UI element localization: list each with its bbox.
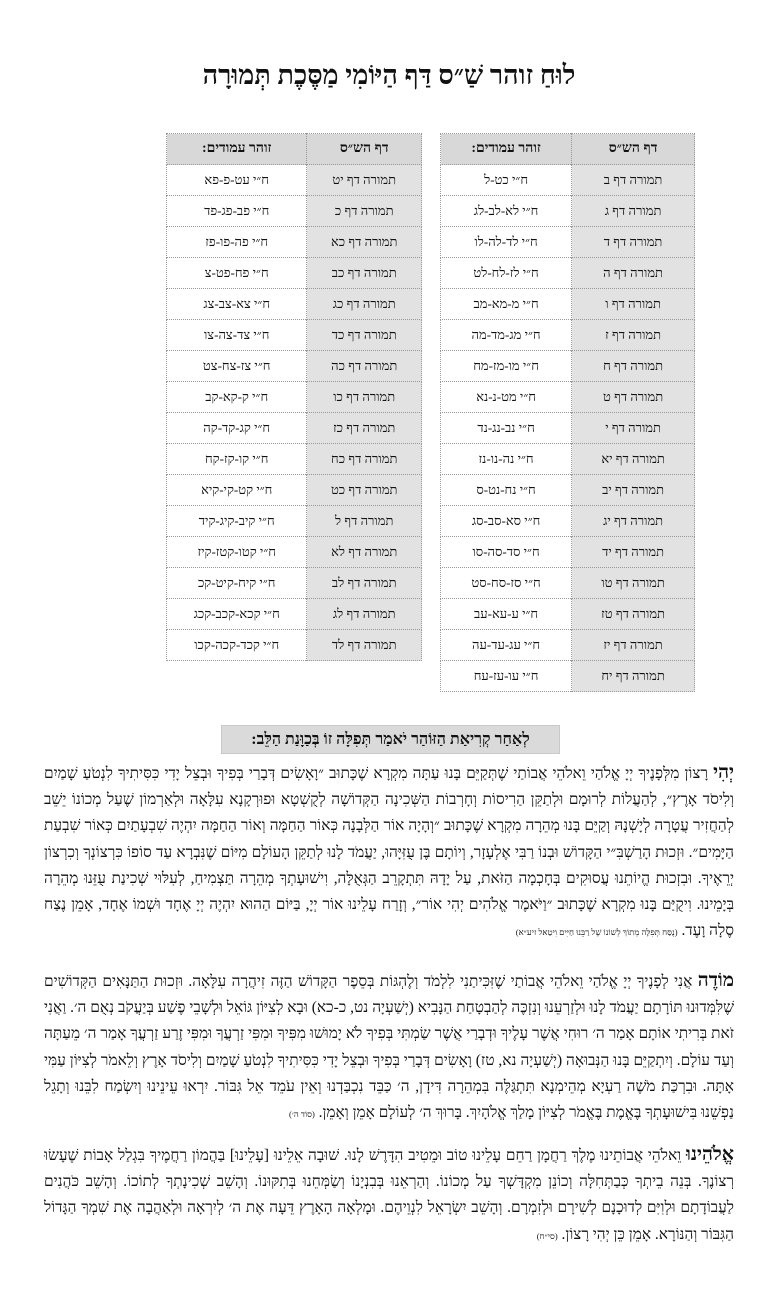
page-title: לוּחַ זוהר שַׁ״ס דַּף הַיּוֹמִי מַסֶּכֶת תְּמוּרָה bbox=[202, 60, 576, 90]
zohar-pages-cell: ח״י לז-לח-לט bbox=[441, 258, 572, 289]
zohar-pages-cell: ח״י ק-קא-קב bbox=[167, 382, 307, 413]
table-header-row bbox=[167, 134, 422, 165]
paragraph-opening-word: אֱלֹהֵינוּ bbox=[685, 1144, 734, 1165]
paragraph-opening-word: יְהִי bbox=[713, 762, 734, 783]
zohar-pages-cell: ח״י עג-עד-עה bbox=[441, 630, 572, 661]
zohar-pages-cell: ח״י פח-פט-צ bbox=[167, 258, 307, 289]
zohar-pages-cell: ח״י מ-מא-מב bbox=[441, 289, 572, 320]
daf-cell: תמורה דף כד bbox=[307, 320, 422, 351]
paragraph-source: (נֻסַּח תְּפִלָּה מְתוֹךְ לְשׁוֹנוֹ שֶׁל רַבֵּנוּ חַיִּים וִיטַאל זיע״א) bbox=[515, 927, 678, 938]
table-row bbox=[441, 568, 695, 599]
zohar-pages-cell: ח״י מו-מז-מח bbox=[441, 351, 572, 382]
table-row bbox=[441, 320, 695, 351]
zohar-pages-cell: ח״י קג-קד-קה bbox=[167, 413, 307, 444]
table-row bbox=[167, 599, 422, 630]
table-row bbox=[441, 630, 695, 661]
daf-cell: תמורה דף יד bbox=[572, 537, 695, 568]
daf-cell: תמורה דף לד bbox=[307, 630, 422, 661]
daf-cell: תמורה דף לא bbox=[307, 537, 422, 568]
zohar-pages-cell: ח״י סד-סה-סו bbox=[441, 537, 572, 568]
header-daf: דף הש״ס bbox=[572, 134, 695, 165]
table-row bbox=[167, 165, 422, 196]
paragraph-text: רָצוֹן מִלְּפָנֶיךָ יְיָ אֱלֹהַי וֵאלֹהֵי אֲבוֹתַי שֶׁתְּקַיֵּם בָּנוּ עַתָּה מִקְרָא שֶׁכָּתוּב ״וָאָשִׂים דְּבָרַי בְּפִיךָ וּבְצֵל יָדִי כִּסִּיתִיךָ לִנְטֹעַ שָׁמַיִם וְלִיסֹד אָרֶץ״, לְהַעֲלוֹת לְרוּמָם וּלְתַקֵּן הַרִיסוֹת וְחָרְבוֹת הַשְּׁכִינָה הַקְּדוֹשָׁה לְקֻשְׁטָא וּפוּרְקָנָא עִלָּאָה וּלְאַרְמוֹן שֶׁעַל מְכוֹנוֹ יֵשֵׁב לְהַחֲזִיר עֲטָרָה לְיָשְׁנָהּ וְקַיֵּם בָּנוּ מְהֵרָה מִקְרָא שֶׁכָּתוּב ״וְהָיָה אוֹר הַלְּבָנָה כְּאוֹר הַחַמָּה וְאוֹר הַחַמָּה יִהְיֶה שִׁבְעָתַיִם כְּאוֹר שִׁבְעַת הַיָּמִים״. וּזְכוּת הָרַשְׁבִּ״י הַקָּדוֹשׁ וּבְנוֹ רַבִּי אֶלְעָזָר, וְיוֹתָם בֶּן עֻזִּיָּהוּ, יַעֲמֹד לָנוּ לְתַקֵּן הָעוֹלָם מִיּוֹם שֶׁנִּבְרָא עַד סוֹפוֹ כִּרְצוֹנְךָ וְכִרְצוֹן יְרֵאֶיךָ. וּבִזְכוּת הֱיוֹתֵנוּ עֲסוּקִים בְּחָכְמָה הַזֹּאת, עַל יָדָהּ תִּתְקָרֵב הַגְּאֻלָּה, וִישׁוּעָתְךָ מְהֵרָה תַּצְמִיחַ, לְעִלּוּי שְׁכִינַת עֻזֵּנוּ מְהֵרָה בְּיָמֵינוּ. וִיקֻיַּם בָּנוּ מִקְרָא שֶׁכָּתוּב ״וַיֹּאמֶר אֱלֹהִים יְהִי אוֹר״, וְזָרַח עָלֵינוּ אוֹר יְיָ, בַּיּוֹם הַהוּא יִהְיֶה יְיָ אֶחָד וּשְׁמוֹ אֶחָד, אָמֵן נֶצַח סֶלָה וָעֶד. bbox=[44, 765, 734, 940]
daf-cell: תמורה דף כו bbox=[307, 382, 422, 413]
prayer-paragraph-3 bbox=[44, 1142, 734, 1249]
daf-cell: תמורה דף ד bbox=[572, 227, 695, 258]
prayer-heading: לְאַחַר קְרִיאַת הַזּוֹהַר יֹאמַר תְּפִלָּה זוֹ בְּכַוָּנַת הַלֵּב: bbox=[221, 725, 560, 754]
daf-cell: תמורה דף ג bbox=[572, 196, 695, 227]
daf-cell: תמורה דף טז bbox=[572, 599, 695, 630]
paragraph-text: אֲנִי לְפָנֶיךָ יְיָ אֱלֹהַי וֵאלֹהֵי אֲבוֹתַי שֶׁזִּכִּיתַנִי לִלְמֹד וְלֶהְגּוֹת בְּסֵפֶר הַקָּדוֹשׁ הַזֶּה זִיהֲרָה עִלָּאָה. וּזְכוּת הַתַּנָּאִים הַקְּדוֹשִׁים שֶׁלִּמְּדוּנוּ תּוֹרָתָם יַעֲמֹד לָנוּ וּלְזַרְעֵנוּ וְנִזְכֶּה לְהַבְטָחַת הַנָּבִיא (יְשַׁעְיָה נט, כ-כא) וּבָא לְצִיּוֹן גּוֹאֵל וּלְשָׁבֵי פֶשַׁע בְּיַעֲקֹב נְאֻם ה׳. וַאֲנִי זֹאת בְּרִיתִי אוֹתָם אָמַר ה׳ רוּחִי אֲשֶׁר עָלֶיךָ וּדְבָרַי אֲשֶׁר שַׂמְתִּי בְּפִיךָ לֹא יָמוּשׁוּ מִפִּיךָ וּמִפִּי זַרְעֲךָ וּמִפִּי זֶרַע זַרְעֲךָ אָמַר ה׳ מֵעַתָּה וְעַד עוֹלָם. וְיִתְקַיֵּם בָּנוּ הַנְּבוּאָה (יְשַׁעְיָה נא, טז) וָאָשִׂים דְּבָרַי בְּפִיךָ וּבְצֵל יָדִי כִּסִּיתִיךָ לִנְטֹעַ שָׁמַיִם וְלִיסֹד אָרֶץ וְלֵאמֹר לְצִיּוֹן עַמִּי אָתָּה. וּבִרְכַּת מֹשֶׁה רַעְיָא מְהֵימְנָא תִּתְגַּלֶּה בִּמְהֵרָה דִּידָן, ה׳ כַּבֵּד נִכְבַּדְנוּ וְאֵין עֹמֵד אֵל גִּבּוֹר. יִרְאוּ עֵינֵינוּ וְיִשְׂמַח לִבֵּנוּ וְתָגֵל נַפְשֵׁנוּ בִּישׁוּעָתְךָ בֶּאֱמֶת בֶּאֱמֹר לְצִיּוֹן מָלַךְ אֱלֹהָיִךְ. בָּרוּךְ ה׳ לְעוֹלָם אָמֵן וְאָמֵן. bbox=[44, 973, 734, 1122]
table-row bbox=[441, 351, 695, 382]
zohar-pages-cell: ח״י קטו-קטז-קיז bbox=[167, 537, 307, 568]
zohar-pages-cell: ח״י קו-קז-קח bbox=[167, 444, 307, 475]
zohar-pages-cell: ח״י ע-עא-עב bbox=[441, 599, 572, 630]
zohar-pages-cell: ח״י קיב-קיג-קיד bbox=[167, 506, 307, 537]
zohar-pages-cell: ח״י צז-צח-צט bbox=[167, 351, 307, 382]
daf-cell: תמורה דף ח bbox=[572, 351, 695, 382]
daf-cell: תמורה דף כז bbox=[307, 413, 422, 444]
daf-cell: תמורה דף כט bbox=[307, 475, 422, 506]
table-row bbox=[167, 444, 422, 475]
paragraph-source: (סוֹד ה׳) bbox=[289, 1109, 315, 1120]
table-row bbox=[167, 227, 422, 258]
zohar-pages-cell: ח״י קכד-קכה-קכו bbox=[167, 630, 307, 661]
zohar-pages-cell: ח״י נח-נט-ס bbox=[441, 475, 572, 506]
table-row bbox=[441, 258, 695, 289]
daf-cell: תמורה דף ט bbox=[572, 382, 695, 413]
zohar-pages-cell: ח״י עו-עז-עח bbox=[441, 661, 572, 692]
table-row bbox=[167, 289, 422, 320]
daf-cell: תמורה דף ל bbox=[307, 506, 422, 537]
prayer-paragraph-2 bbox=[44, 968, 734, 1127]
daf-cell: תמורה דף יז bbox=[572, 630, 695, 661]
daf-cell: תמורה דף כב bbox=[307, 258, 422, 289]
zohar-pages-cell: ח״י קכא-קכב-קכג bbox=[167, 599, 307, 630]
daf-cell: תמורה דף ה bbox=[572, 258, 695, 289]
paragraph-opening-word: מוֹדֶה bbox=[697, 970, 734, 991]
daf-schedule-table-right bbox=[440, 133, 695, 692]
header-zohar: זוהר עמודים: bbox=[441, 134, 572, 165]
daf-cell: תמורה דף ו bbox=[572, 289, 695, 320]
zohar-pages-cell: ח״י נב-נג-נד bbox=[441, 413, 572, 444]
table-row bbox=[167, 413, 422, 444]
table-row bbox=[167, 258, 422, 289]
zohar-pages-cell: ח״י צא-צב-צג bbox=[167, 289, 307, 320]
header-zohar: זוהר עמודים: bbox=[167, 134, 307, 165]
paragraph-text: וֵאלֹהֵי אֲבוֹתֵינוּ מֶלֶךְ רַחֲמָן רַחֵם עָלֵינוּ טוֹב וּמֵטִיב הִדָּרֶשׁ לָנוּ. שׁוּבָה אֵלֵינוּ [עָלֵינוּ] בַּהֲמוֹן רַחֲמֶיךָ בִּגְלַל אָבוֹת שֶׁעָשׂוּ רְצוֹנֶךָ. בְּנֵה בֵיתְךָ כְּבַתְּחִלָּה וְכוֹנֵן מִקְדָּשְׁךָ עַל מְכוֹנוֹ. וְהַרְאֵנוּ בְּבִנְיָנוֹ וְשַׂמְּחֵנוּ בְּתִקּוּנוֹ. וְהָשֵׁב שְׁכִינָתְךָ לְתוֹכוֹ. וְהָשֵׁב כֹּהֲנִים לַעֲבוֹדָתָם וּלְוִיִּם לְדוּכָנָם לְשִׁירָם וּלְזִמְרָם. וְהָשֵׁב יִשְׂרָאֵל לִנְוֵיהֶם. וּמָלְאָה הָאָרֶץ דֵּעָה אֶת ה׳ לְיִרְאָה וּלְאַהֲבָה אֶת שִׁמְךָ הַגָּדוֹל הַגִּבּוֹר וְהַנּוֹרָא. אָמֵן כֵּן יְהִי רָצוֹן. bbox=[44, 1147, 734, 1243]
daf-cell: תמורה דף יא bbox=[572, 444, 695, 475]
daf-cell: תמורה דף ב bbox=[572, 165, 695, 196]
paragraph-source: (סי״ח) bbox=[536, 1230, 558, 1241]
zohar-pages-cell: ח״י פב-פג-פד bbox=[167, 196, 307, 227]
zohar-pages-cell: ח״י מט-נ-נא bbox=[441, 382, 572, 413]
daf-cell: תמורה דף כ bbox=[307, 196, 422, 227]
table-row bbox=[167, 351, 422, 382]
zohar-pages-cell: ח״י עט-פ-פא bbox=[167, 165, 307, 196]
table-row bbox=[441, 165, 695, 196]
table-row bbox=[167, 506, 422, 537]
table-row bbox=[441, 196, 695, 227]
zohar-pages-cell: ח״י לד-לה-לו bbox=[441, 227, 572, 258]
daf-cell: תמורה דף לב bbox=[307, 568, 422, 599]
daf-cell: תמורה דף כא bbox=[307, 227, 422, 258]
table-row bbox=[441, 227, 695, 258]
table-row bbox=[167, 382, 422, 413]
zohar-pages-cell: ח״י קט-קי-קיא bbox=[167, 475, 307, 506]
daf-cell: תמורה דף כח bbox=[307, 444, 422, 475]
table-row bbox=[441, 413, 695, 444]
table-row bbox=[441, 537, 695, 568]
daf-cell: תמורה דף ז bbox=[572, 320, 695, 351]
daf-cell: תמורה דף יח bbox=[572, 661, 695, 692]
table-header-row bbox=[441, 134, 695, 165]
zohar-pages-cell: ח״י סז-סח-סט bbox=[441, 568, 572, 599]
table-row bbox=[441, 382, 695, 413]
daf-cell: תמורה דף יט bbox=[307, 165, 422, 196]
table-row bbox=[167, 568, 422, 599]
table-row bbox=[167, 320, 422, 351]
daf-cell: תמורה דף טו bbox=[572, 568, 695, 599]
table-row bbox=[167, 196, 422, 227]
daf-cell: תמורה דף י bbox=[572, 413, 695, 444]
table-row bbox=[441, 475, 695, 506]
table-row bbox=[441, 444, 695, 475]
daf-cell: תמורה דף יג bbox=[572, 506, 695, 537]
table-row bbox=[441, 599, 695, 630]
daf-cell: תמורה דף לג bbox=[307, 599, 422, 630]
table-row bbox=[167, 475, 422, 506]
table-row bbox=[441, 506, 695, 537]
zohar-pages-cell: ח״י נה-נו-נז bbox=[441, 444, 572, 475]
zohar-pages-cell: ח״י לא-לב-לג bbox=[441, 196, 572, 227]
table-row bbox=[441, 661, 695, 692]
zohar-pages-cell: ח״י קיח-קיט-קכ bbox=[167, 568, 307, 599]
table-row bbox=[167, 537, 422, 568]
daf-cell: תמורה דף יב bbox=[572, 475, 695, 506]
zohar-pages-cell: ח״י מג-מד-מה bbox=[441, 320, 572, 351]
daf-cell: תמורה דף כה bbox=[307, 351, 422, 382]
zohar-pages-cell: ח״י פה-פו-פז bbox=[167, 227, 307, 258]
table-row bbox=[167, 630, 422, 661]
zohar-pages-cell: ח״י כט-ל bbox=[441, 165, 572, 196]
daf-schedule-table-left bbox=[166, 133, 422, 661]
header-daf: דף הש״ס bbox=[307, 134, 422, 165]
zohar-pages-cell: ח״י צד-צה-צו bbox=[167, 320, 307, 351]
table-row bbox=[441, 289, 695, 320]
daf-cell: תמורה דף כג bbox=[307, 289, 422, 320]
zohar-pages-cell: ח״י סא-סב-סג bbox=[441, 506, 572, 537]
prayer-paragraph-1 bbox=[44, 760, 734, 945]
